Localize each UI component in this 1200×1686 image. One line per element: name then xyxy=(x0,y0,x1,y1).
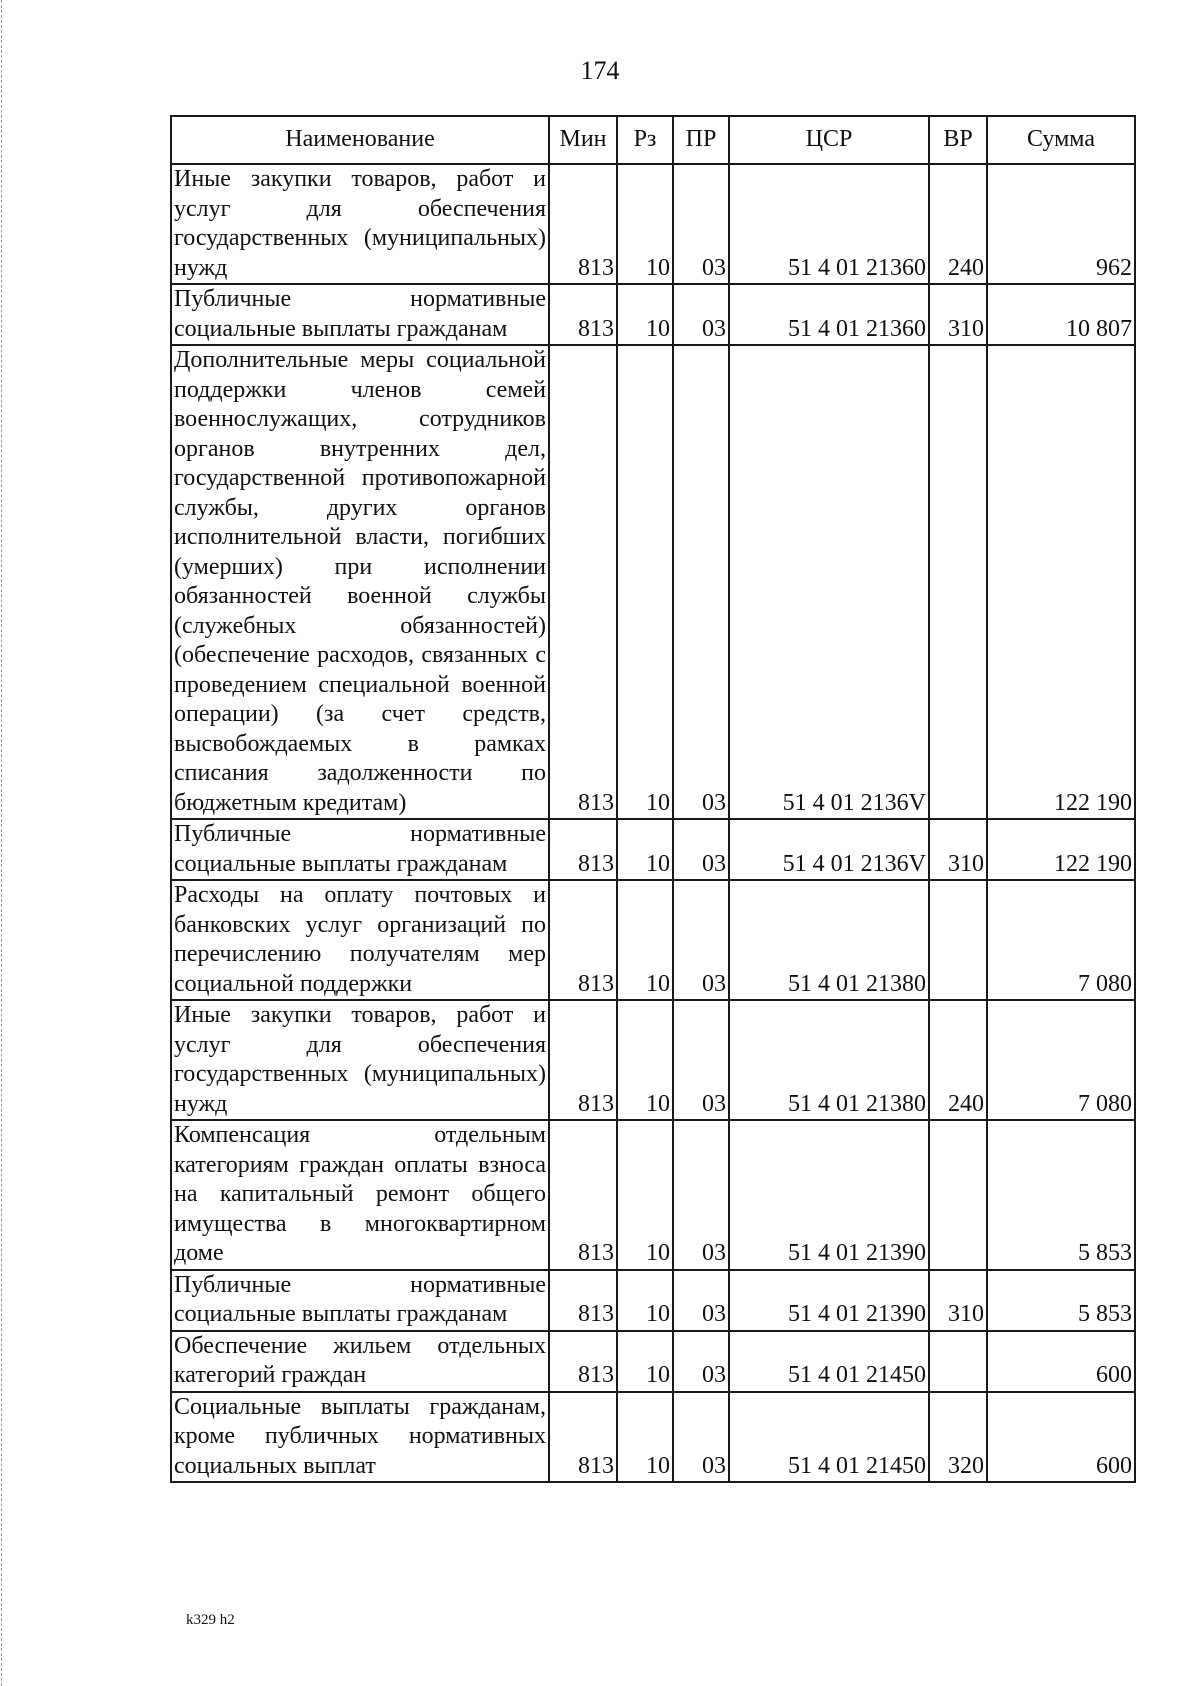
cell-vr: 320 xyxy=(929,1392,987,1483)
cell-vr: 310 xyxy=(929,1270,987,1331)
cell-csr: 51 4 01 21390 xyxy=(729,1120,929,1270)
cell-pr: 03 xyxy=(673,880,729,1000)
page-number: 174 xyxy=(580,56,620,85)
table-row xyxy=(171,1392,1135,1483)
cell-name: Иные закупки товаров, работ и услуг для обеспечения государственных (муниципальных) нужд xyxy=(171,1000,549,1120)
cell-sum: 5 853 xyxy=(987,1270,1135,1331)
table-row xyxy=(171,1000,1135,1120)
cell-min: 813 xyxy=(549,1392,617,1483)
cell-pr: 03 xyxy=(673,284,729,345)
header-vr: ВР xyxy=(929,116,987,164)
cell-pr: 03 xyxy=(673,1270,729,1331)
cell-sum: 5 853 xyxy=(987,1120,1135,1270)
table-row xyxy=(171,1270,1135,1331)
cell-pr: 03 xyxy=(673,1331,729,1392)
cell-csr: 51 4 01 21380 xyxy=(729,880,929,1000)
cell-min: 813 xyxy=(549,345,617,819)
table-row xyxy=(171,1120,1135,1270)
cell-sum: 962 xyxy=(987,164,1135,284)
cell-vr: 310 xyxy=(929,819,987,880)
header-min: Мин xyxy=(549,116,617,164)
table-row xyxy=(171,819,1135,880)
cell-min: 813 xyxy=(549,284,617,345)
cell-name: Публичные нормативные социальные выплаты гражданам xyxy=(171,284,549,345)
budget-table xyxy=(170,115,1136,1483)
cell-csr: 51 4 01 21380 xyxy=(729,1000,929,1120)
cell-min: 813 xyxy=(549,819,617,880)
cell-csr: 51 4 01 21360 xyxy=(729,284,929,345)
cell-rz: 10 xyxy=(617,284,673,345)
cell-sum: 7 080 xyxy=(987,1000,1135,1120)
cell-name: Расходы на оплату почтовых и банковских услуг организаций по перечислению получателям мер социальной поддержки xyxy=(171,880,549,1000)
cell-min: 813 xyxy=(549,1000,617,1120)
footer-code: k329 h2 xyxy=(186,1612,235,1628)
cell-min: 813 xyxy=(549,880,617,1000)
cell-rz: 10 xyxy=(617,164,673,284)
table-body xyxy=(171,164,1135,1482)
cell-min: 813 xyxy=(549,1120,617,1270)
cell-csr: 51 4 01 21360 xyxy=(729,164,929,284)
cell-vr xyxy=(929,880,987,1000)
cell-pr: 03 xyxy=(673,1392,729,1483)
cell-sum: 7 080 xyxy=(987,880,1135,1000)
cell-vr: 310 xyxy=(929,284,987,345)
cell-name: Дополнительные меры социальной поддержки членов семей военнослужащих, сотрудников органов внутренних дел, государственной противопожарной службы, других органов исполнительной власти, погибших (умерших) при исполнении обязанностей военной службы (служебных обязанностей) (обеспечение расходов, связанных с проведением специальной военной операции) (за счет средств, высвобождаемых в рамках списания задолженности по бюджетным кредитам) xyxy=(171,345,549,819)
cell-name: Иные закупки товаров, работ и услуг для обеспечения государственных (муниципальных) нужд xyxy=(171,164,549,284)
cell-csr: 51 4 01 2136V xyxy=(729,345,929,819)
table-header-row xyxy=(171,116,1135,164)
header-name: Наименование xyxy=(171,116,549,164)
cell-sum: 600 xyxy=(987,1331,1135,1392)
header-sum: Сумма xyxy=(987,116,1135,164)
cell-csr: 51 4 01 21390 xyxy=(729,1270,929,1331)
table-row xyxy=(171,284,1135,345)
cell-name: Компенсация отдельным категориям граждан оплаты взноса на капитальный ремонт общего имущества в многоквартирном доме xyxy=(171,1120,549,1270)
table-row xyxy=(171,164,1135,284)
table-row xyxy=(171,345,1135,819)
cell-rz: 10 xyxy=(617,880,673,1000)
cell-pr: 03 xyxy=(673,164,729,284)
cell-vr xyxy=(929,1331,987,1392)
cell-vr: 240 xyxy=(929,164,987,284)
cell-vr xyxy=(929,345,987,819)
header-pr: ПР xyxy=(673,116,729,164)
page-edge xyxy=(1,0,2,1686)
cell-pr: 03 xyxy=(673,345,729,819)
cell-vr: 240 xyxy=(929,1000,987,1120)
table-row xyxy=(171,1331,1135,1392)
cell-vr xyxy=(929,1120,987,1270)
cell-csr: 51 4 01 21450 xyxy=(729,1392,929,1483)
cell-min: 813 xyxy=(549,1270,617,1331)
cell-csr: 51 4 01 2136V xyxy=(729,819,929,880)
cell-name: Публичные нормативные социальные выплаты гражданам xyxy=(171,1270,549,1331)
cell-pr: 03 xyxy=(673,1120,729,1270)
cell-rz: 10 xyxy=(617,1000,673,1120)
cell-pr: 03 xyxy=(673,1000,729,1120)
header-csr: ЦСР xyxy=(729,116,929,164)
cell-name: Публичные нормативные социальные выплаты гражданам xyxy=(171,819,549,880)
cell-name: Обеспечение жильем отдельных категорий граждан xyxy=(171,1331,549,1392)
cell-min: 813 xyxy=(549,164,617,284)
cell-min: 813 xyxy=(549,1331,617,1392)
table-row xyxy=(171,880,1135,1000)
cell-name: Социальные выплаты гражданам, кроме публичных нормативных социальных выплат xyxy=(171,1392,549,1483)
cell-rz: 10 xyxy=(617,1270,673,1331)
cell-rz: 10 xyxy=(617,1120,673,1270)
cell-pr: 03 xyxy=(673,819,729,880)
cell-sum: 122 190 xyxy=(987,819,1135,880)
cell-rz: 10 xyxy=(617,1331,673,1392)
cell-rz: 10 xyxy=(617,1392,673,1483)
cell-sum: 600 xyxy=(987,1392,1135,1483)
cell-rz: 10 xyxy=(617,819,673,880)
cell-sum: 122 190 xyxy=(987,345,1135,819)
cell-sum: 10 807 xyxy=(987,284,1135,345)
cell-csr: 51 4 01 21450 xyxy=(729,1331,929,1392)
cell-rz: 10 xyxy=(617,345,673,819)
header-rz: Рз xyxy=(617,116,673,164)
